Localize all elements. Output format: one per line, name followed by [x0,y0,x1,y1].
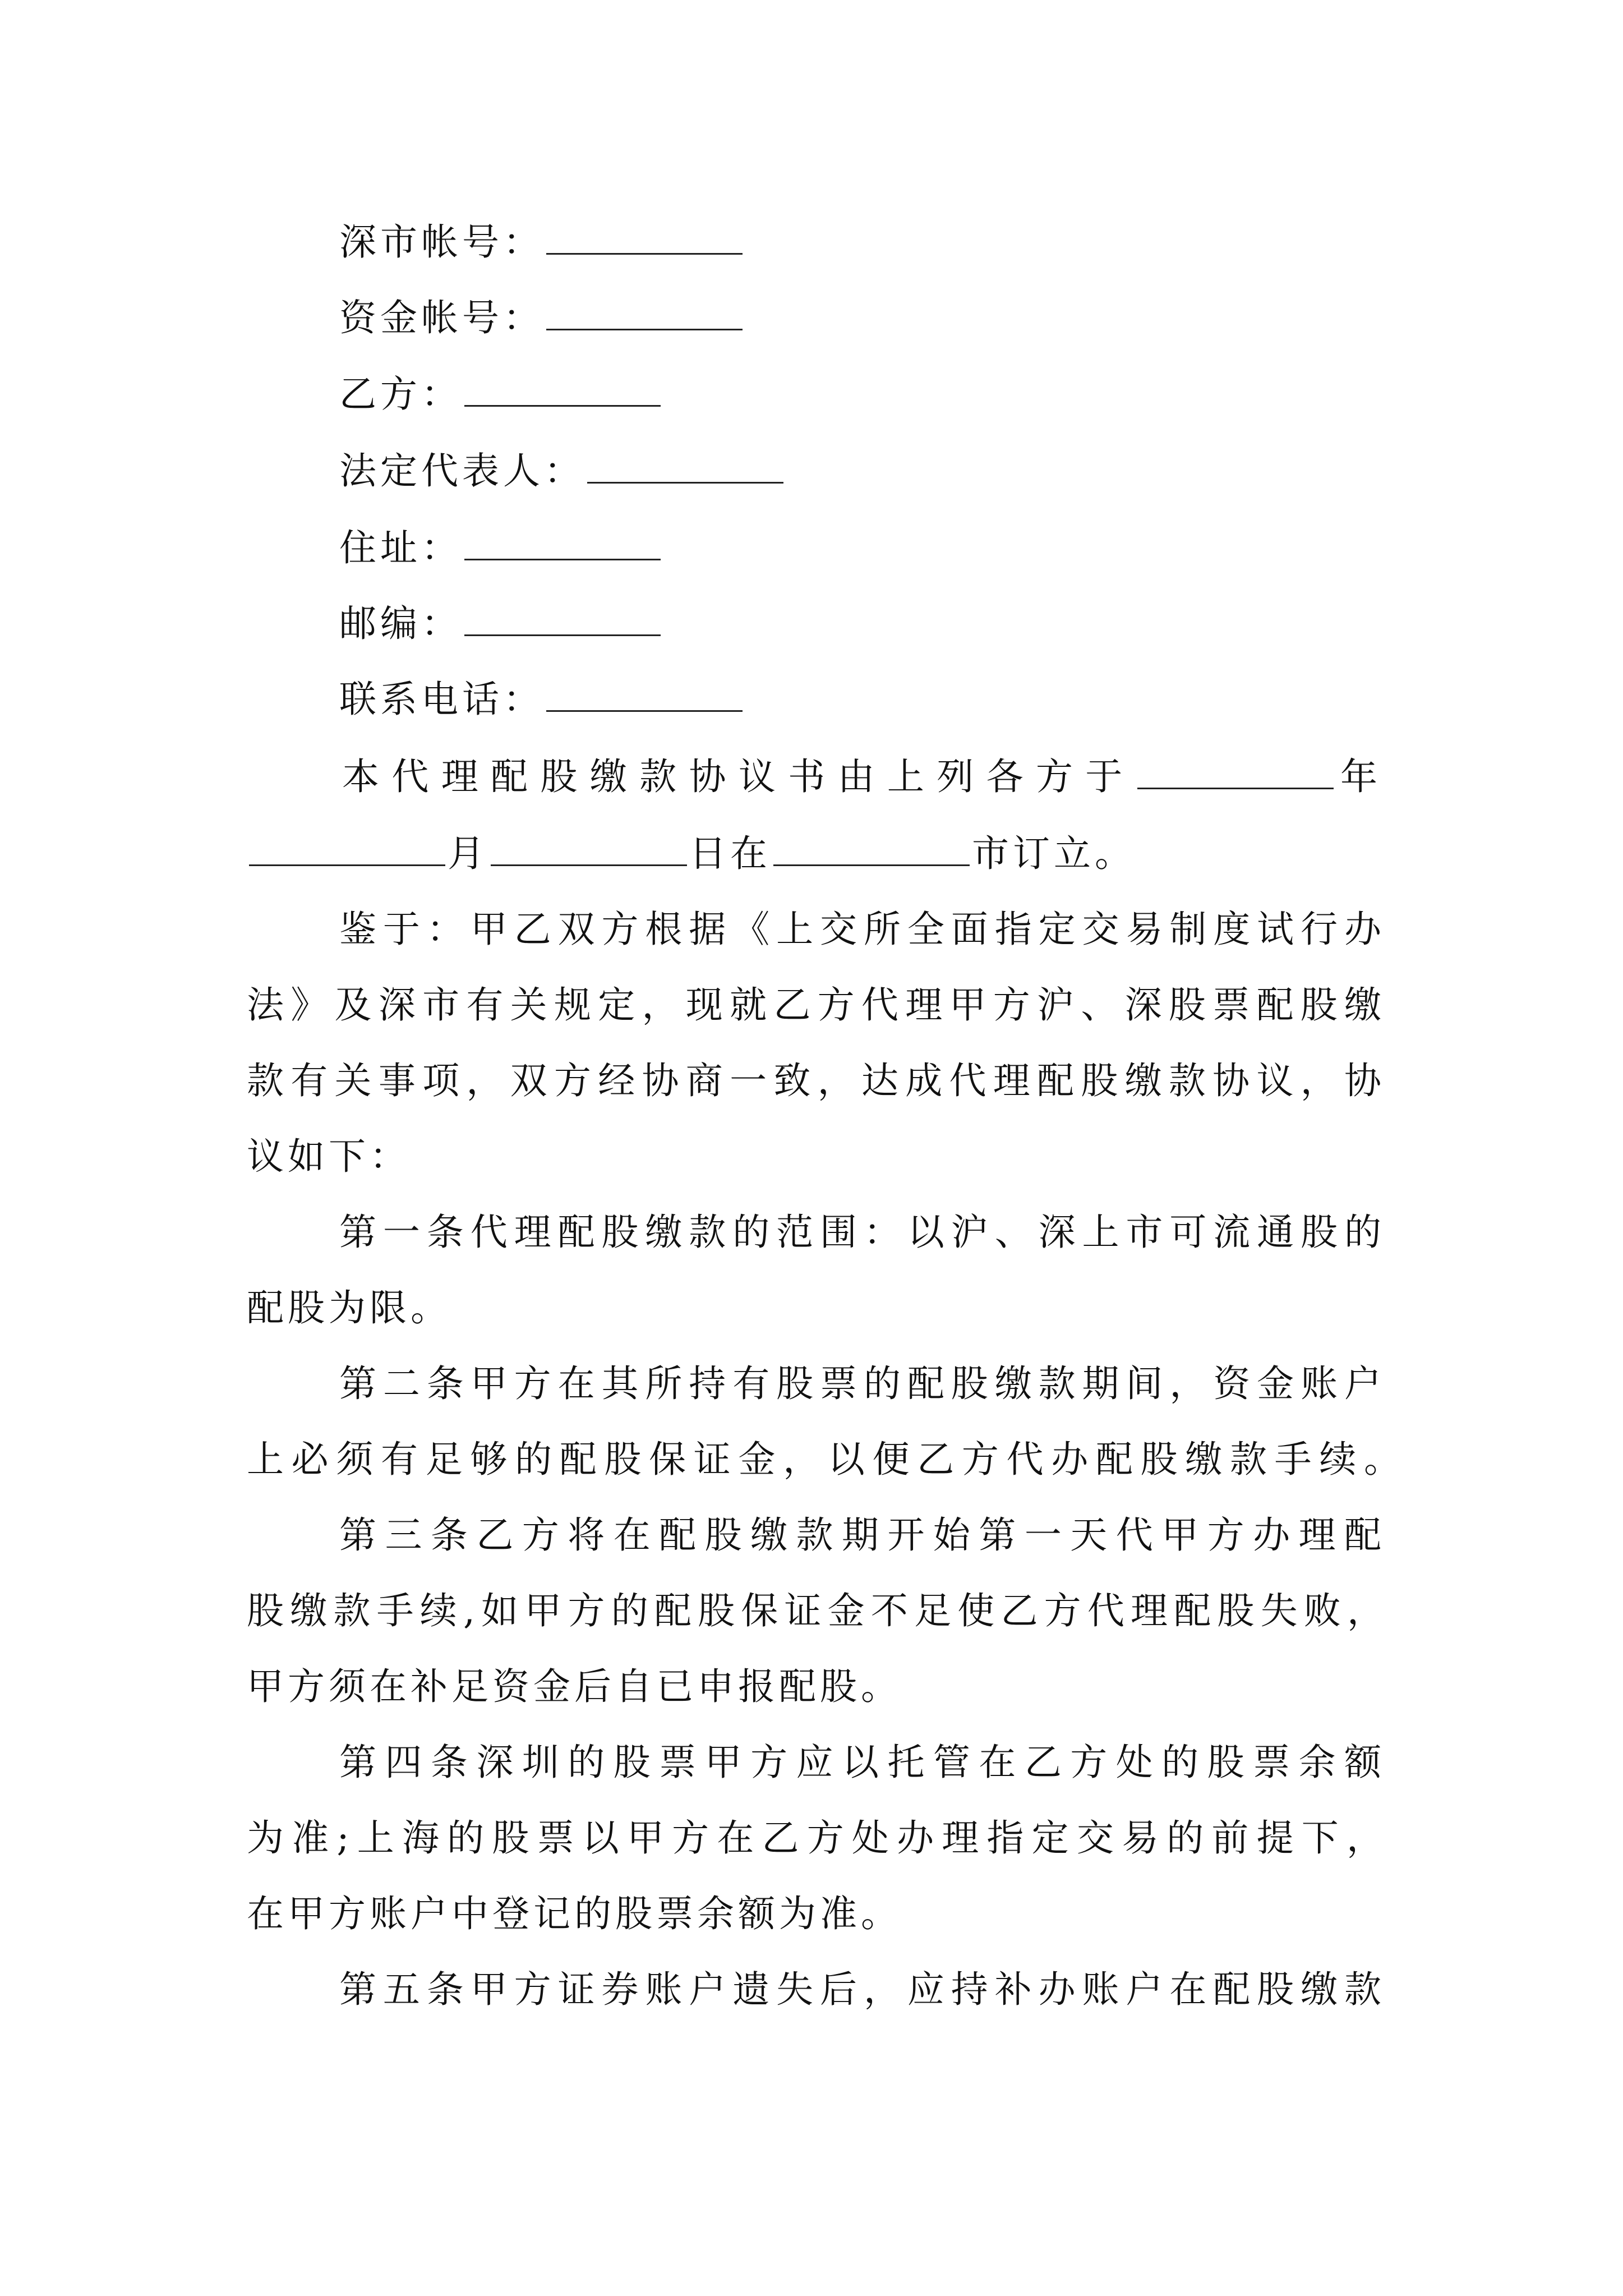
fund-account-field [339,296,1478,341]
legal-rep-label: 法定代表人： [339,449,585,493]
postcode-blank [464,603,661,636]
address-blank [464,527,661,560]
article-4-line-3: 在甲方账户中登记的股票余额为准。 [247,1892,902,1935]
signing-text: 本代理配股缴款协议书由上列各方于 [342,755,1135,798]
fund-account-blank [546,297,743,330]
recital-line-2: 法》及深市有关规定，现就乙方代理甲方沪、深股票配股缴 [247,983,1385,1027]
party-b-blank [464,374,661,407]
recital-line-1: 鉴于：甲乙双方根据《上交所全面指定交易制度试行办 [339,908,1385,951]
sz-account-field [339,220,1478,265]
article-1-line-2: 配股为限。 [247,1286,451,1329]
day-blank [491,833,687,866]
article-1-line-1: 第一条代理配股缴款的范围：以沪、深上市可流通股的 [339,1211,1385,1254]
postcode-label: 邮编： [339,602,462,645]
address-field [339,526,1478,570]
month-label: 月 [448,832,488,875]
phone-field [339,677,1478,722]
recital-line-3: 款有关事项，双方经协商一致，达成代理配股缴款协议，协 [247,1059,1385,1102]
article-4-line-1: 第四条深圳的股票甲方应以托管在乙方处的股票余额 [339,1741,1385,1784]
signing-line-2 [247,831,1385,876]
article-3-line-1: 第三条乙方将在配股缴款期开始第一天代甲方办理配 [339,1513,1385,1557]
postcode-field [339,601,1478,646]
party-b-field [339,372,1478,417]
article-3-line-2: 股缴款手续,如甲方的配股保证金不足使乙方代理配股失败， [247,1589,1385,1632]
address-label: 住址： [339,526,462,569]
phone-label: 联系电话： [339,678,544,721]
article-5-line-1: 第五条甲方证券账户遗失后，应持补办账户在配股缴款 [339,1968,1385,2011]
article-2-line-2: 上必须有足够的配股保证金，以便乙方代办配股缴款手续。 [247,1438,1402,1481]
sz-account-label: 深市帐号： [339,220,544,264]
signing-line-1 [342,754,1385,799]
phone-blank [546,679,743,712]
city-blank [773,833,970,866]
signing-date-blank [1137,756,1334,789]
party-b-label: 乙方： [339,372,462,416]
fund-account-label: 资金帐号： [339,296,544,339]
recital-line-4: 议如下： [247,1135,411,1178]
legal-rep-blank [587,450,783,484]
sz-account-blank [546,222,743,255]
year-label: 年 [1335,755,1386,798]
legal-rep-field [339,449,1478,494]
article-2-line-1: 第二条甲方在其所持有股票的配股缴款期间，资金账户 [339,1362,1385,1405]
day-label: 日在 [689,832,771,875]
article-3-line-3: 甲方须在补足资金后自已申报配股。 [247,1665,902,1708]
month-blank [249,833,445,866]
article-4-line-2: 为准;上海的股票以甲方在乙方处办理指定交易的前提下， [247,1816,1385,1860]
city-label: 市订立。 [972,832,1136,875]
